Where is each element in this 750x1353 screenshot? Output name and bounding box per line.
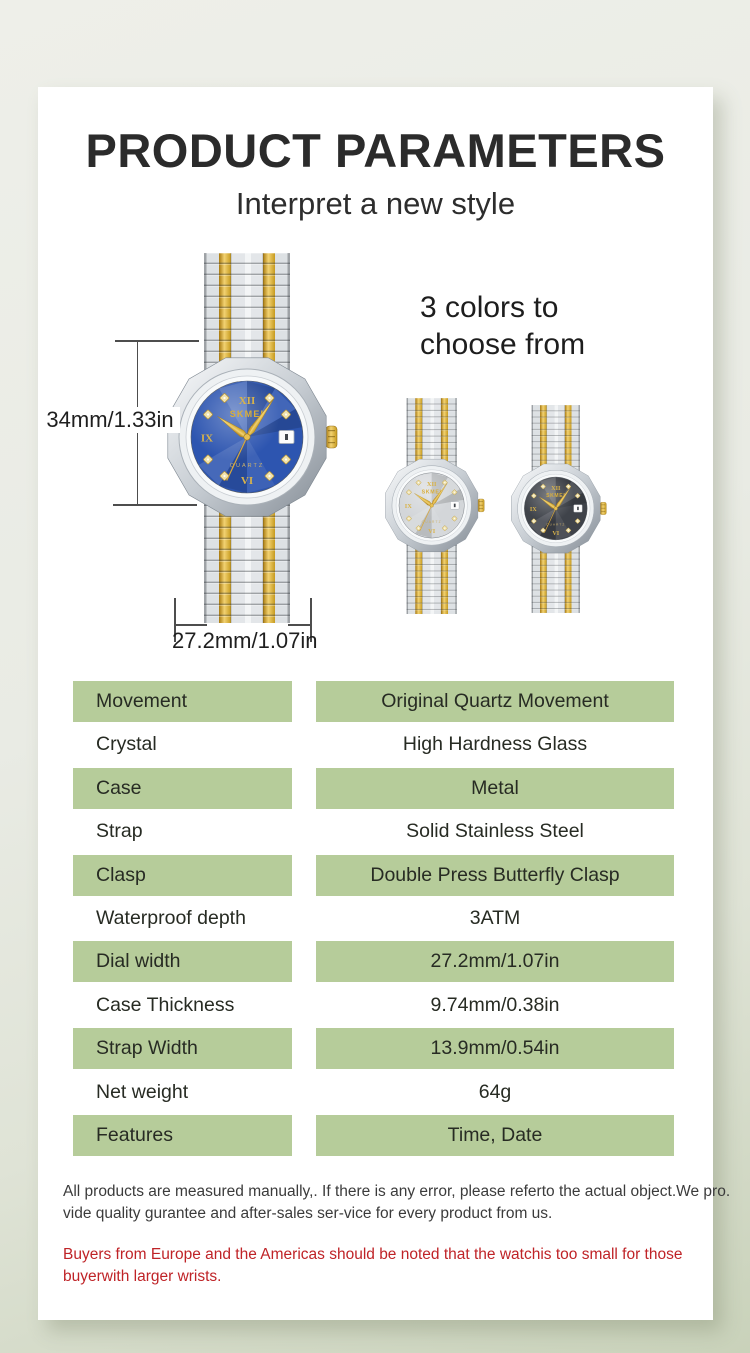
spec-value: Double Press Butterfly Clasp	[316, 855, 674, 896]
spec-row-case	[73, 768, 674, 809]
spec-value: Solid Stainless Steel	[406, 820, 584, 843]
spec-row-waterproof	[73, 898, 674, 939]
dimension-tick-bottom	[113, 504, 197, 506]
spec-row-net-weight	[73, 1072, 674, 1113]
spec-row-dial-width	[73, 941, 674, 982]
spec-value: High Hardness Glass	[402, 733, 588, 756]
spec-value: 3ATM	[469, 906, 521, 929]
spec-label: Clasp	[73, 855, 292, 896]
spec-label: Strap	[96, 820, 143, 843]
spec-label: Strap Width	[73, 1028, 292, 1069]
dimension-line-horizontal-left	[174, 624, 207, 626]
spec-value: Original Quartz Movement	[316, 681, 674, 722]
spec-label: Features	[73, 1115, 292, 1156]
spec-label: Case	[73, 768, 292, 809]
silver-dial-watch-image	[382, 398, 486, 614]
spec-value: 27.2mm/1.07in	[316, 941, 674, 982]
spec-value: Time, Date	[316, 1115, 674, 1156]
dimension-tick-top	[115, 340, 199, 342]
dark-dial-watch-image	[508, 405, 608, 613]
spec-row-case-thickness	[73, 985, 674, 1026]
spec-label: Crystal	[96, 733, 157, 756]
spec-row-movement	[73, 681, 674, 722]
spec-row-strap-width	[73, 1028, 674, 1069]
colors-heading: 3 colors to choose from	[420, 291, 586, 361]
note-line: vide quality gurantee and after-sales ser-vice for every product from us.	[63, 1205, 553, 1222]
dial-width-label: 27.2mm/1.07in	[172, 628, 318, 653]
spec-value: 64g	[478, 1080, 512, 1103]
spec-value: Metal	[316, 768, 674, 809]
spec-label: Dial width	[73, 941, 292, 982]
page-subtitle: Interpret a new style	[235, 186, 516, 221]
spec-label: Net weight	[96, 1080, 189, 1103]
warning-line: Buyers from Europe and the Americas should be noted that the watchis too small for those	[63, 1246, 683, 1263]
note-line: All products are measured manually,. If there is any error, please referto the actual object.We pro.	[63, 1183, 731, 1200]
spec-row-features	[73, 1115, 674, 1156]
measurement-note	[63, 1181, 731, 1225]
size-warning	[63, 1244, 711, 1288]
spec-label: Waterproof depth	[96, 906, 246, 929]
content-card	[38, 87, 731, 1320]
page-title: PRODUCT PARAMETERS	[85, 124, 666, 177]
spec-row-clasp	[73, 855, 674, 896]
spec-value: 13.9mm/0.54in	[316, 1028, 674, 1069]
spec-table	[73, 681, 674, 1158]
case-height-label: 34mm/1.33in	[40, 407, 180, 433]
main-watch-image	[162, 253, 340, 623]
spec-value: 9.74mm/0.38in	[430, 993, 560, 1016]
warning-line: buyerwith larger wrists.	[63, 1268, 222, 1285]
spec-row-strap	[73, 811, 674, 852]
spec-row-crystal	[73, 724, 674, 765]
dimension-line-horizontal-right	[288, 624, 311, 626]
spec-label: Movement	[73, 681, 292, 722]
spec-label: Case Thickness	[96, 993, 235, 1016]
